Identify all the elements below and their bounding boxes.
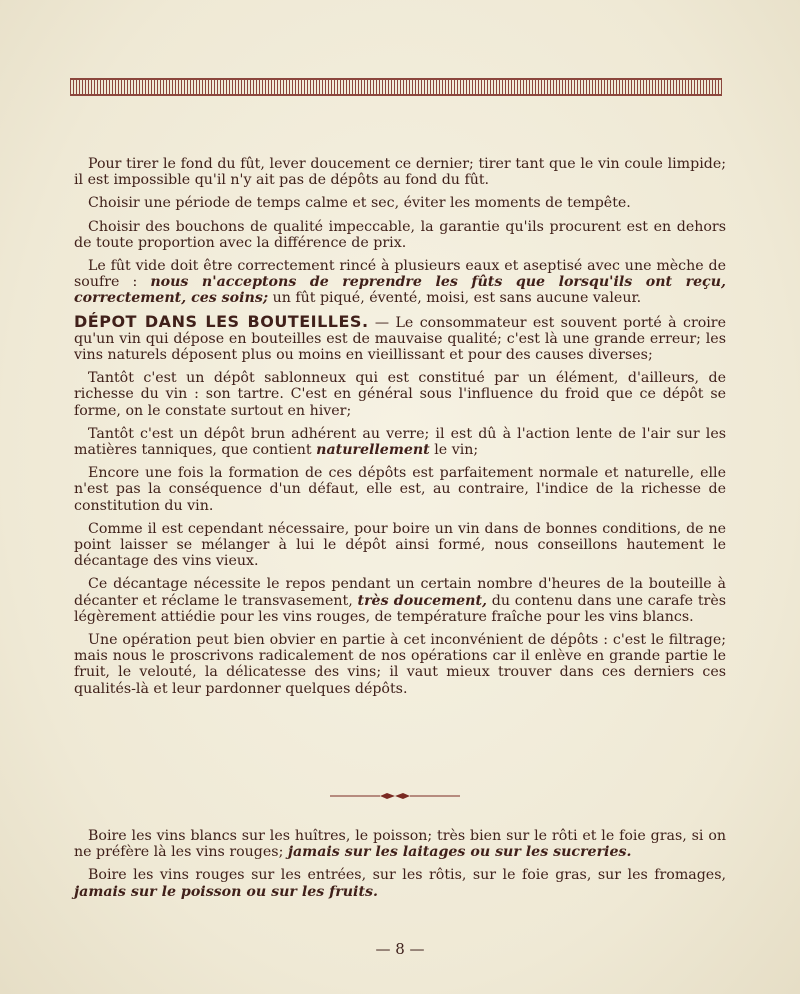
depot-brun-emphasis: naturellement bbox=[316, 442, 430, 459]
depot-brun-text-end: le vin; bbox=[429, 442, 479, 459]
fut-vide-text: Le fût vide doit être correctement rincé à plusieurs eaux et aseptisé avec une mèche de soufre : bbox=[74, 258, 726, 291]
paragraph-filtrage: Une opération peut bien obvier en partie à cet inconvénient de dépôts : c'est le filtrage; mais nous le proscrivons radicalement de nos opérations car il enlève en grande partie le fruit, le velouté, la délicatesse des vins; il vaut mieux trouver dans ces derniers ces qualités-là et leur pardonner quelques dépôts. bbox=[74, 632, 726, 697]
decorative-header-rule bbox=[70, 78, 722, 96]
depot-intro-text: — Le consommateur est souvent porté à croire qu'un vin qui dépose en bouteilles est de mauvaise qualité; c'est là une grande erreur; les vins naturels déposent plus ou moins en vieillissant et pour des causes diverses; bbox=[74, 314, 726, 364]
fut-vide-text-end: un fût piqué, éventé, moisi, est sans aucune valeur. bbox=[268, 290, 642, 307]
paragraph-decantage-conseil: Comme il est cependant nécessaire, pour boire un vin dans de bonnes conditions, de ne point laisser se mélanger à lui le dépôt ainsi formé, nous conseillons hautement le décantage des vins vieux. bbox=[74, 520, 726, 570]
vins-rouges-text: Boire les vins rouges sur les entrées, sur les rôtis, sur le foie gras, sur les fromages, bbox=[88, 867, 726, 884]
page-number: — 8 — bbox=[375, 940, 425, 958]
paragraph-vins-rouges bbox=[74, 867, 726, 899]
paragraph-fut-vide bbox=[74, 258, 726, 307]
paragraph-fond-du-fut: Pour tirer le fond du fût, lever doucement ce dernier; tirer tant que le vin coule limpide; il est impossible qu'il n'y ait pas de dépôts au fond du fût. bbox=[74, 156, 726, 189]
paragraph-depot-bouteilles bbox=[74, 311, 726, 364]
serving-text bbox=[74, 828, 726, 907]
decantage-text-end: du contenu dans une carafe très légèrement attiédie pour les vins rouges, de température fraîche pour les vins blancs. bbox=[74, 592, 726, 625]
vins-rouges-emphasis: jamais sur le poisson ou sur les fruits. bbox=[74, 883, 378, 900]
paragraph-formation-depots: Encore une fois la formation de ces dépôts est parfaitement normale et naturelle, elle n'est pas la conséquence d'un défaut, elle est, au contraire, l'indice de la richesse de constitution du vin. bbox=[74, 465, 726, 514]
paragraph-vins-blancs bbox=[74, 828, 726, 860]
depot-brun-text: Tantôt c'est un dépôt brun adhérent au verre; il est dû à l'action lente de l'air sur les matières tanniques, que contient bbox=[74, 425, 726, 459]
ornamental-divider bbox=[330, 790, 460, 802]
paragraph-bouchons: Choisir des bouchons de qualité impeccable, la garantie qu'ils procurent est en dehors de toute proportion avec la différence de prix. bbox=[74, 218, 726, 251]
paragraph-depot-brun bbox=[74, 426, 726, 458]
fut-vide-emphasis: nous n'acceptons de reprendre les fûts que lorsqu'ils ont reçu, correctement, ces soins; bbox=[74, 274, 726, 307]
paragraph-decantage-repos bbox=[74, 576, 726, 625]
vins-blancs-text: Boire les vins blancs sur les huîtres, le poisson; très bien sur le rôti et le foie gras, si on ne préfère là les vins rouges; bbox=[74, 828, 726, 861]
vins-blancs-emphasis: jamais sur les laitages ou sur les sucreries. bbox=[287, 844, 632, 861]
paragraph-depot-sablonneux: Tantôt c'est un dépôt sablonneux qui est constitué par un élément, d'ailleurs, de richesse du vin : son tartre. C'est en général sous l'influence du froid que ce dépôt se forme, on le constate surtout en hiver; bbox=[74, 370, 726, 419]
decantage-text: Ce décantage nécessite le repos pendant un certain nombre d'heures de la bouteille à décanter et réclame le transvasement, bbox=[74, 576, 726, 609]
main-text bbox=[74, 156, 726, 704]
paragraph-temps-calme: Choisir une période de temps calme et sec, éviter les moments de tempête. bbox=[88, 195, 631, 212]
section-heading: DÉPOT DANS LES BOUTEILLES. bbox=[74, 311, 369, 331]
decantage-emphasis: très doucement, bbox=[357, 592, 487, 609]
